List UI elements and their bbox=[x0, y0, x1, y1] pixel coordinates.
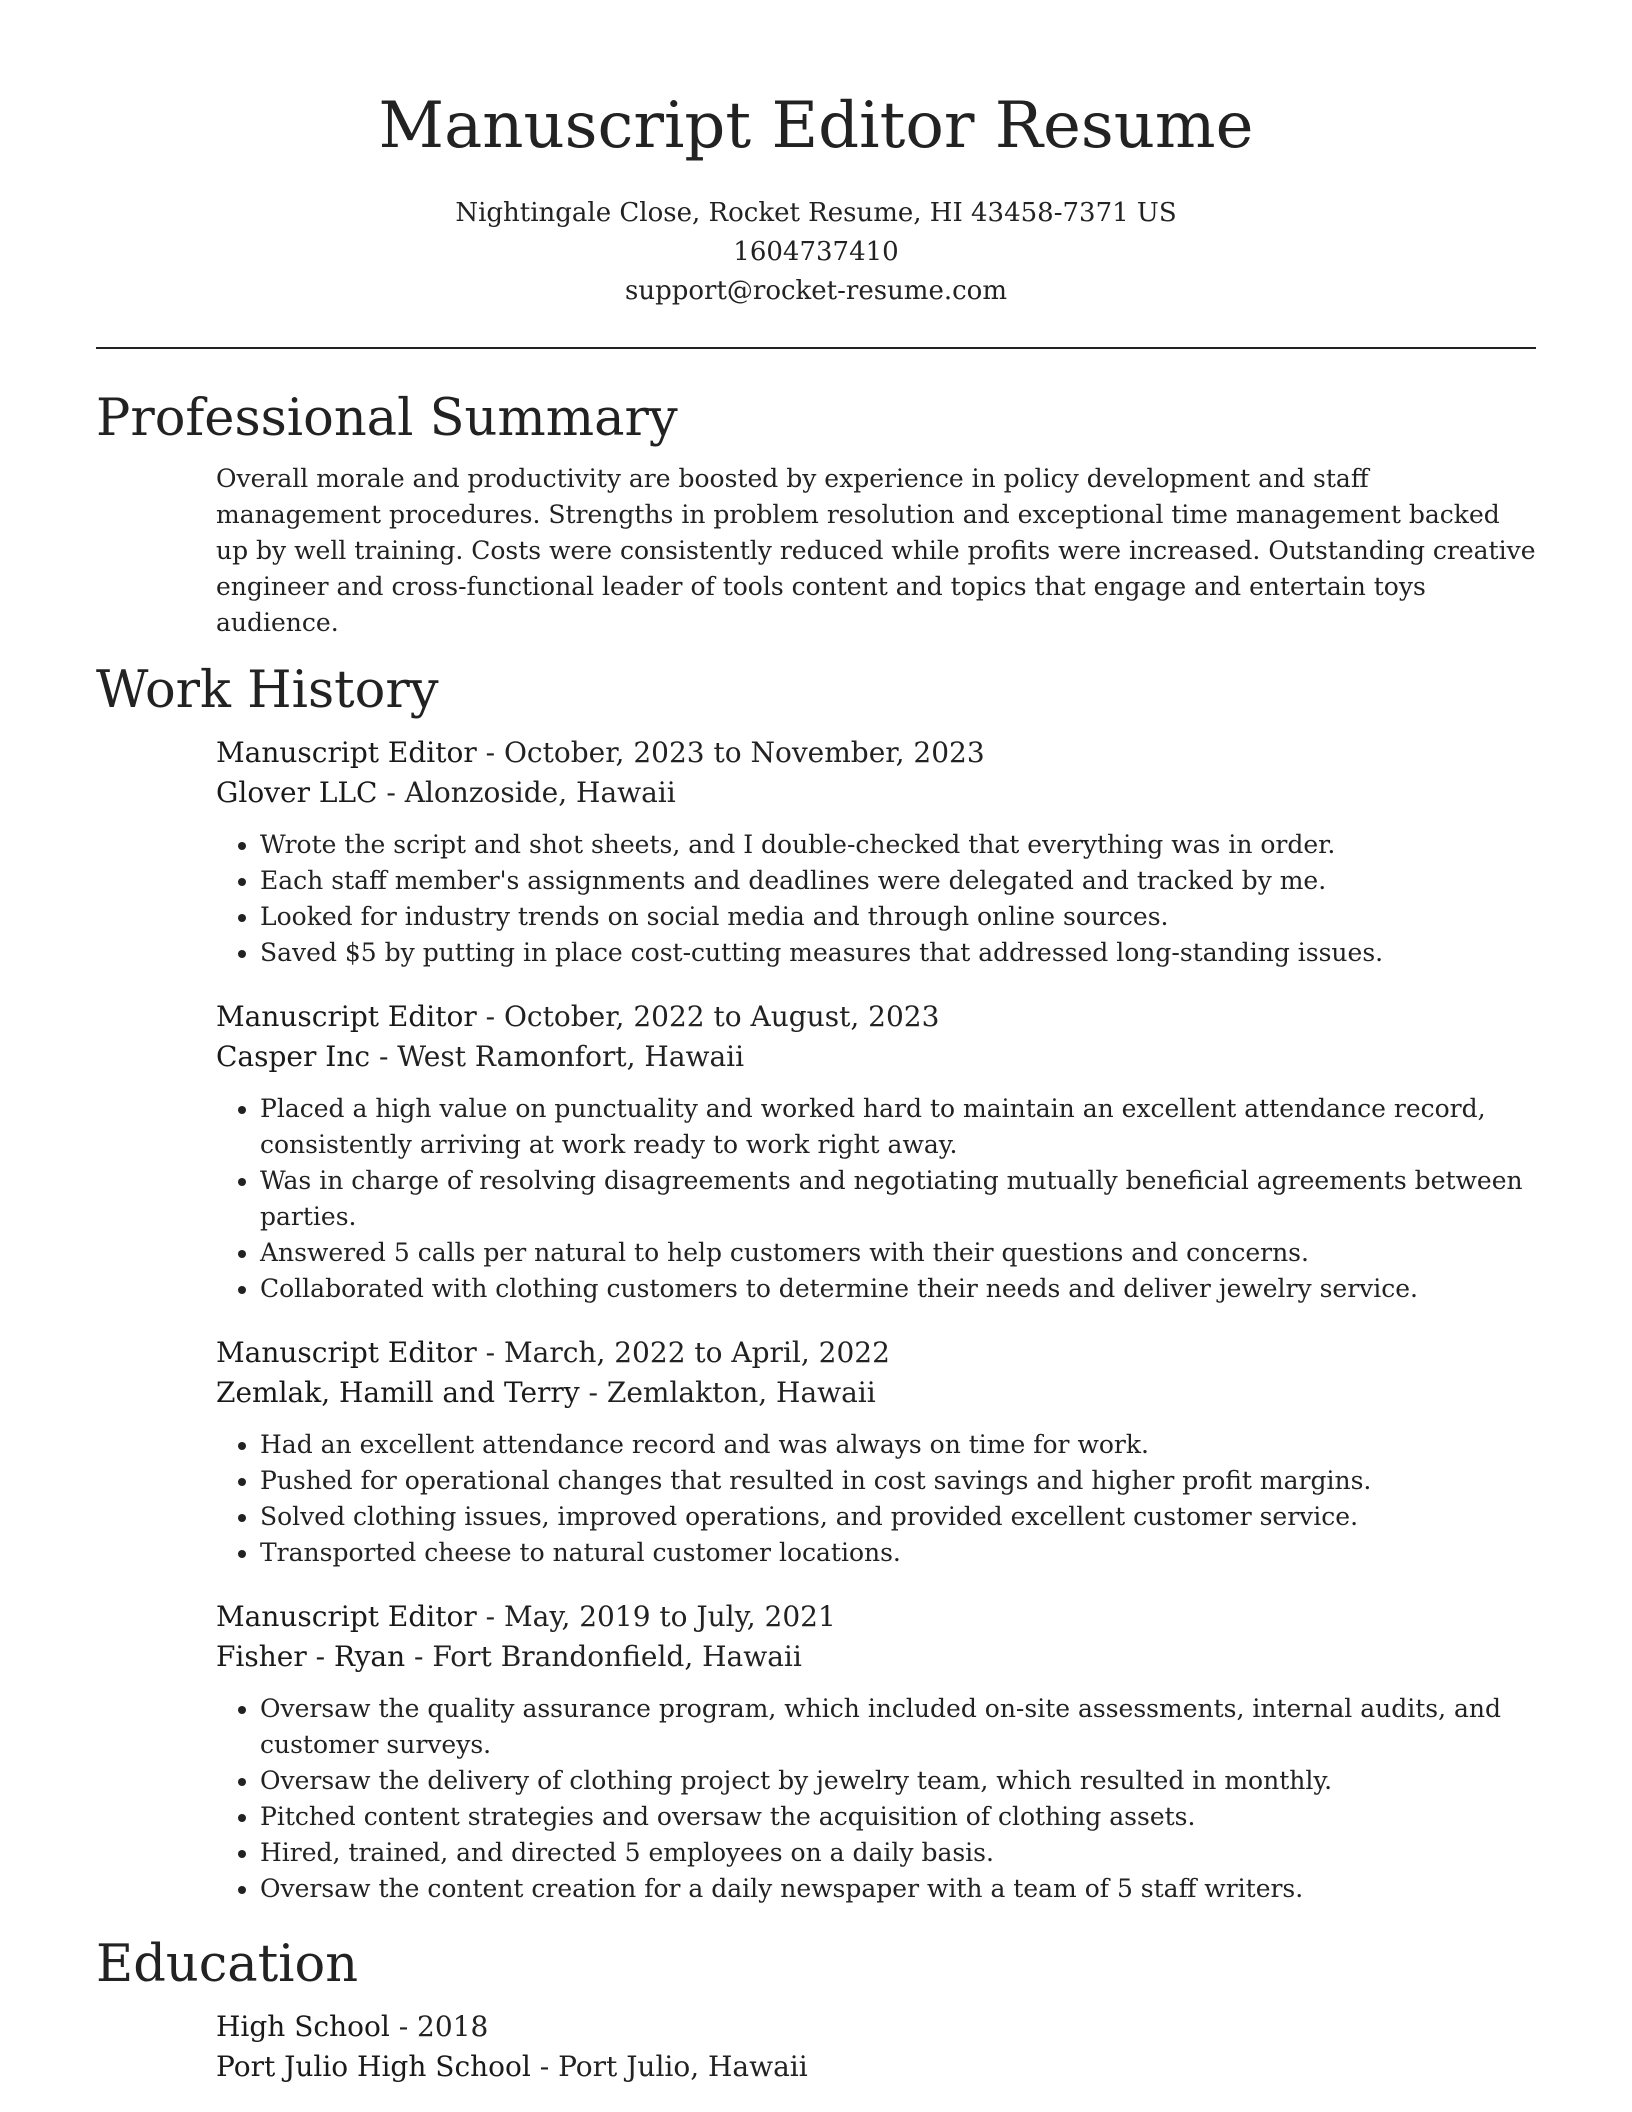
job-title-line bbox=[216, 1333, 1536, 1373]
job-bullet: • Wrote the script and shot sheets, and I double-checked that everything was in order. bbox=[260, 827, 1536, 863]
job-title: Manuscript Editor bbox=[216, 1600, 477, 1633]
job-bullet: • Oversaw the content creation for a daily newspaper with a team of 5 staff writers. bbox=[260, 1871, 1536, 1907]
job-company: Glover LLC bbox=[216, 776, 378, 809]
education-degree-line bbox=[216, 2007, 1536, 2047]
education-school-line bbox=[216, 2047, 1536, 2087]
job-bullets bbox=[216, 827, 1536, 971]
summary-text: Overall morale and productivity are boosted by experience in policy development and staff management procedures. Strengths in problem resolution and exceptional time management backed up by well training. Costs were consistently reduced while profits were increased. Outstanding creative engineer and cross-functional leader of tools content and topics that engage and entertain toys audience. bbox=[216, 464, 1536, 637]
resume-title: Manuscript Editor Resume bbox=[378, 89, 1254, 163]
job-title-line bbox=[216, 733, 1536, 773]
job-dates: - October, 2022 to August, 2023 bbox=[476, 1000, 940, 1033]
job-title: Manuscript Editor bbox=[216, 736, 477, 769]
job-bullet: • Hired, trained, and directed 5 employees on a daily basis. bbox=[260, 1835, 1536, 1871]
job-company: Fisher - Ryan bbox=[216, 1640, 406, 1673]
job-bullet: • Pushed for operational changes that resulted in cost savings and higher profit margins. bbox=[260, 1463, 1536, 1499]
contact-phone: 1604737410 bbox=[733, 237, 899, 267]
job-bullets bbox=[216, 1091, 1536, 1307]
job-entry bbox=[216, 1597, 1536, 1907]
header-divider bbox=[96, 347, 1536, 349]
education-degree: High School bbox=[216, 2010, 390, 2043]
job-bullet: • Each staff member's assignments and deadlines were delegated and tracked by me. bbox=[260, 863, 1536, 899]
contact-address: Nightingale Close, Rocket Resume, HI 43458-7371 US bbox=[455, 198, 1177, 228]
job-title: Manuscript Editor bbox=[216, 1336, 477, 1369]
education-section bbox=[96, 1933, 1536, 2087]
job-bullet: • Solved clothing issues, improved operations, and provided excellent customer service. bbox=[260, 1499, 1536, 1535]
contact-email: support@rocket-resume.com bbox=[624, 276, 1007, 306]
job-bullets bbox=[216, 1427, 1536, 1571]
job-location: - Alonzoside, Hawaii bbox=[377, 776, 676, 809]
job-bullet: • Had an excellent attendance record and was always on time for work. bbox=[260, 1427, 1536, 1463]
job-company: Zemlak, Hamill and Terry bbox=[216, 1376, 580, 1409]
job-dates: - October, 2023 to November, 2023 bbox=[476, 736, 985, 769]
education-heading: Education bbox=[96, 1935, 359, 1994]
job-bullet: • Oversaw the delivery of clothing project by jewelry team, which resulted in monthly. bbox=[260, 1763, 1536, 1799]
work-history-heading: Work History bbox=[96, 661, 439, 720]
job-bullet: • Saved $5 by putting in place cost-cutting measures that addressed long-standing issues. bbox=[260, 935, 1536, 971]
job-location: - Zemlakton, Hawaii bbox=[579, 1376, 876, 1409]
job-bullet: • Answered 5 calls per natural to help customers with their questions and concerns. bbox=[260, 1235, 1536, 1271]
job-bullet: • Looked for industry trends on social media and through online sources. bbox=[260, 899, 1536, 935]
job-bullet: • Placed a high value on punctuality and worked hard to maintain an excellent attendance record, consistently arriving at work ready to work right away. bbox=[260, 1091, 1536, 1163]
job-company: Casper Inc bbox=[216, 1040, 371, 1073]
job-dates: - March, 2022 to April, 2022 bbox=[476, 1336, 890, 1369]
education-location: - Port Julio, Hawaii bbox=[530, 2050, 808, 2083]
job-entry bbox=[216, 733, 1536, 971]
job-bullets bbox=[216, 1691, 1536, 1907]
job-bullet: • Oversaw the quality assurance program, which included on-site assessments, internal audits, and customer surveys. bbox=[260, 1691, 1536, 1763]
job-company-line bbox=[216, 1637, 1536, 1677]
job-bullet: • Pitched content strategies and oversaw the acquisition of clothing assets. bbox=[260, 1799, 1536, 1835]
summary-section bbox=[96, 387, 1536, 641]
job-entry bbox=[216, 1333, 1536, 1571]
job-entry bbox=[216, 997, 1536, 1307]
job-bullet: • Transported cheese to natural customer locations. bbox=[260, 1535, 1536, 1571]
resume-header bbox=[96, 0, 1536, 311]
job-title-line bbox=[216, 1597, 1536, 1637]
job-title-line bbox=[216, 997, 1536, 1037]
contact-block bbox=[96, 194, 1536, 311]
job-title: Manuscript Editor bbox=[216, 1000, 477, 1033]
summary-heading: Professional Summary bbox=[96, 389, 678, 448]
resume-page bbox=[96, 0, 1536, 2087]
job-bullet: • Was in charge of resolving disagreements and negotiating mutually beneficial agreements between parties. bbox=[260, 1163, 1536, 1235]
job-location: - West Ramonfort, Hawaii bbox=[370, 1040, 745, 1073]
job-company-line bbox=[216, 1373, 1536, 1413]
job-location: - Fort Brandonfield, Hawaii bbox=[405, 1640, 802, 1673]
job-company-line bbox=[216, 773, 1536, 813]
education-school: Port Julio High School bbox=[216, 2050, 531, 2083]
work-history-section bbox=[96, 659, 1536, 1907]
job-company-line bbox=[216, 1037, 1536, 1077]
job-dates: - May, 2019 to July, 2021 bbox=[476, 1600, 836, 1633]
job-bullet: • Collaborated with clothing customers to determine their needs and deliver jewelry service. bbox=[260, 1271, 1536, 1307]
education-year: - 2018 bbox=[389, 2010, 489, 2043]
